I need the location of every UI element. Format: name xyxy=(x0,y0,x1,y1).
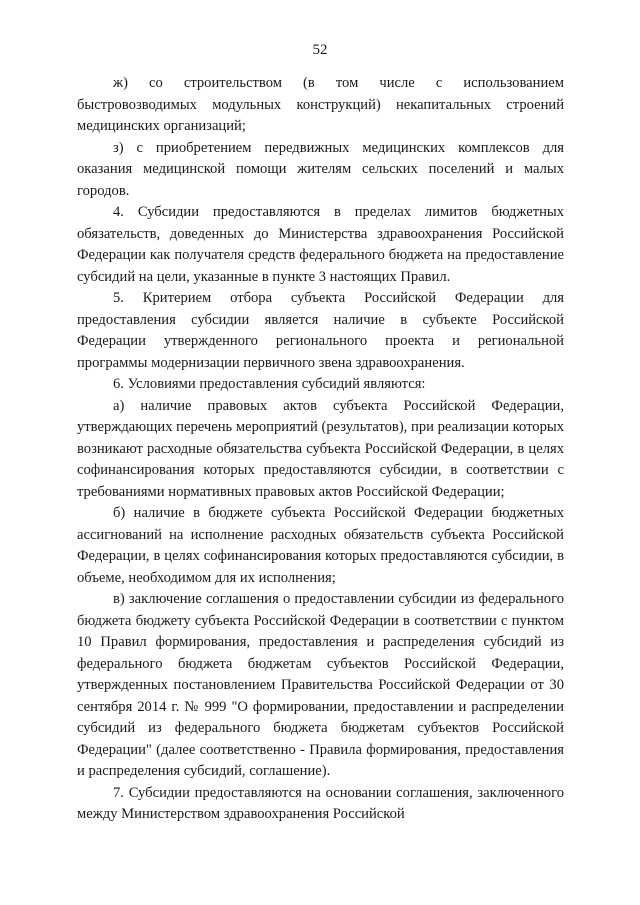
paragraph-4: 4. Субсидии предоставляются в пределах лимитов бюджетных обязательств, доведенных до Министерства здравоохранения Российской Федерации как получателя средств федерального бюджета на предоставление субсидий на цели, указанные в пункте 3 настоящих Правил. xyxy=(77,204,564,285)
page-number: 52 xyxy=(312,42,328,58)
paragraph-5: 5. Критерием отбора субъекта Российской Федерации для предоставления субсидии является наличие в субъекте Российской Федерации утвержденного регионального проекта и региональной программы модернизации первичного звена здравоохранения. xyxy=(77,290,564,371)
paragraph-zh: ж) со строительством (в том числе с использованием быстровозводимых модульных конструкций) некапитальных строений медицинских организаций; xyxy=(77,75,564,134)
paragraph-6v: в) заключение соглашения о предоставлении субсидии из федерального бюджета бюджету субъекта Российской Федерации в соответствии с пунктом 10 Правил формирования, предоставления и распределения субсидий из федерального бюджета бюджетам субъектов Российской Федерации, утвержденных постановлением Правительства Российской Федерации от 30 сентября 2014 г. № 999 "О формировании, предоставлении и распределении субсидий из федерального бюджета бюджетам субъектов Российской Федерации" (далее соответственно - Правила формирования, предоставления и распределения субсидий, соглашение). xyxy=(77,591,564,779)
body-text xyxy=(77,73,564,826)
paragraph-6a: а) наличие правовых актов субъекта Российской Федерации, утверждающих перечень мероприятий (результатов), при реализации которых возникают расходные обязательства субъекта Российской Федерации, в целях софинансирования которых предоставляются субсидии, в соответствии с требованиями нормативных правовых актов Российской Федерации; xyxy=(77,397,564,500)
paragraph-6: 6. Условиями предоставления субсидий являются: xyxy=(113,376,426,392)
paragraph-7: 7. Субсидии предоставляются на основании соглашения, заключенного между Министерством здравоохранения Российской xyxy=(77,784,564,822)
paragraph-6b: б) наличие в бюджете субъекта Российской Федерации бюджетных ассигнований на исполнение расходных обязательств субъекта Российской Федерации, в целях софинансирования которых предоставляются субсидии, в объеме, необходимом для их исполнения; xyxy=(77,505,564,586)
paragraph-z: з) с приобретением передвижных медицинских комплексов для оказания медицинской помощи жителям сельских поселений и малых городов. xyxy=(77,139,564,199)
